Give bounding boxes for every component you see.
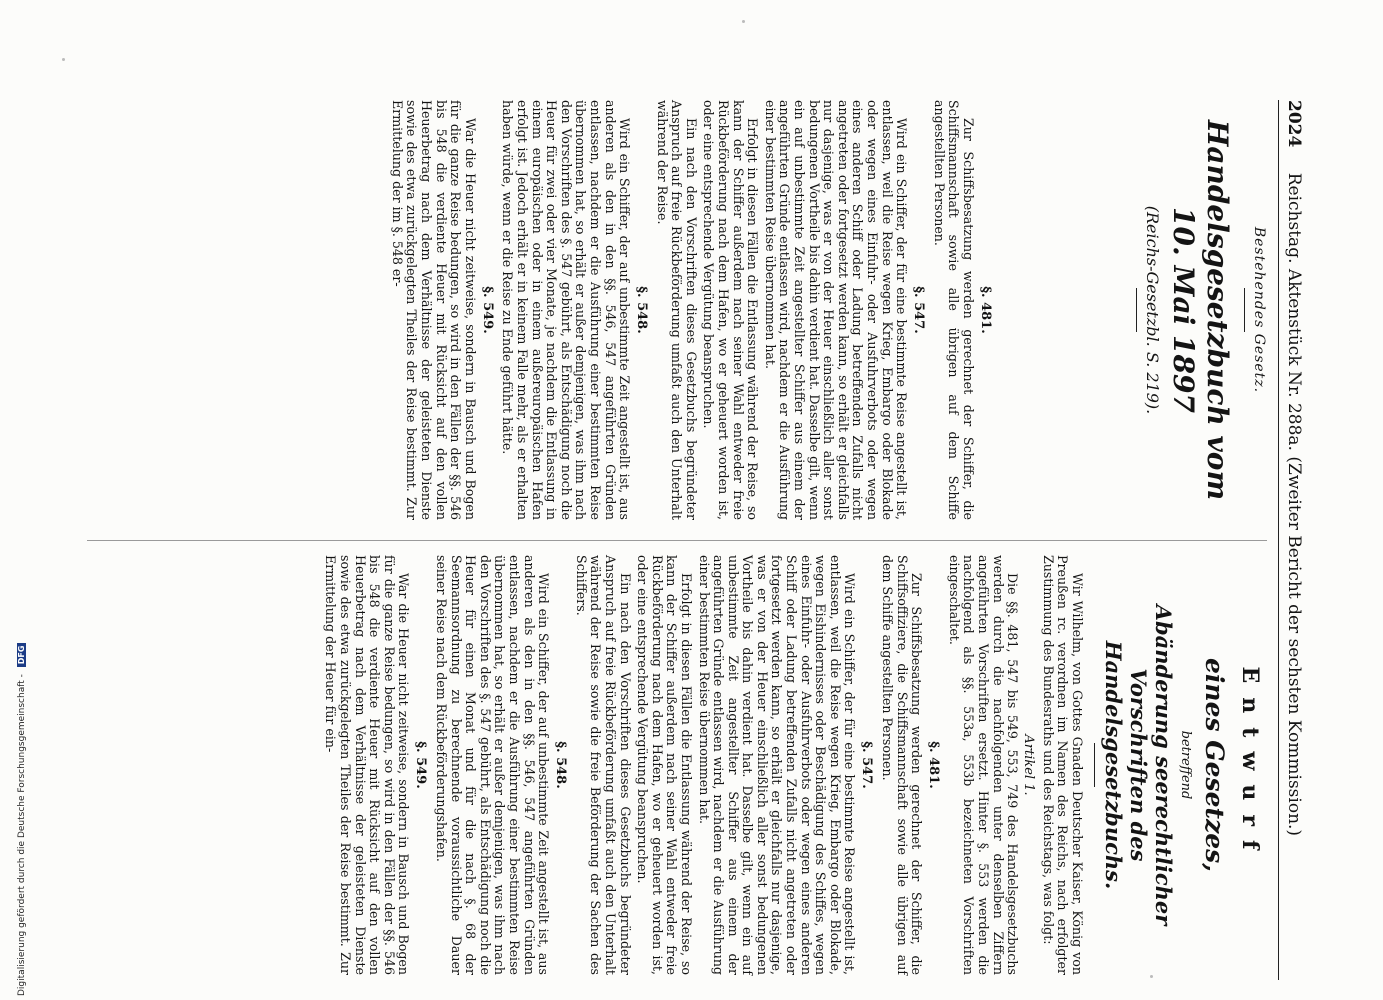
section-heading: §. 548. [634, 286, 650, 334]
rotated-document-page [77, 100, 1307, 980]
draft-subject: Abänderung seerechtlicher Vorschriften des Handelsgesetzbuchs. [1101, 604, 1176, 926]
preamble: Wir Wilhelm, von Gottes Gnaden Deutscher Kaiser, König von Preußen rc. verordnen im Namen des Reichs, nach erfolgter Zustimmung des Bundesraths und des Reichstags, was folgt: [1040, 555, 1085, 975]
paragraph: Erfolgt in diesen Fällen die Entlassung während der Reise, so kann der Schiffer außerdem nach seiner Wahl entweder freie Rückbeförderung nach dem Hafen, wo er geheuert worden ist, oder eine entsprechende Vergütung beanspruchen. [635, 555, 694, 975]
paragraph: Wird ein Schiffer, der für eine bestimmte Reise angestellt ist, entlassen, weil die Reise wegen Krieg, Embargo oder Blokade oder wegen eines Einfuhr- oder Ausfuhrverbots oder wegen eines anderen Schiff oder Ladung betreffenden Zufalls nicht angetreten oder fortgesetzt werden kann, so erhält er gleichfalls nur dasjenige, was er von der Heuer einschließlich aller sonst bedungenen Vortheile bis dahin verdient hat. Dasselbe gilt, wenn ein auf unbestimmte Zeit angestellter Schiffer aus einem der angeführten Gründe entlassen wird, nachdem er die Ausführung einer bestimmten Reise übernommen hat. [762, 100, 910, 520]
section-heading: §. 547. [859, 741, 875, 789]
column-heading: Bestehendes Gesetz. [1251, 226, 1267, 394]
paragraph: Die §§. 481, 547 bis 549, 553, 749 des Handelsgesetzbuchs werden durch die nachfolgenden unter denselben Ziffern angeführten Vorschriften ersetzt. Hinter §. 553 werden die nachfolgend als §§. 553a, 553b bezeichneten Vorschriften eingeschaltet. [946, 555, 1021, 975]
law-subtitle: (Reichs-Gesetzbl. S. 219). [1143, 205, 1162, 415]
paragraph: Wird ein Schiffer, der auf unbestimmte Zeit angestellt ist, aus anderen als den in den §§. 546, 547 angeführten Gründen entlassen, nachdem er die Ausführung einer bestimmten Reise übernommen hat, so erhält er außer demjenigen, was ihm nach den Vorschriften des §. 547 gebührt, als Entschädigung noch die Heuer für einen Monat und für die nach §. 68 der Seemannsordnung zu berechnende voraussichtliche Dauer seiner Reise nach dem Rückbeförderungshafen. [434, 555, 552, 975]
paragraph: Zur Schiffsbesatzung werden gerechnet der Schiffer, die Schiffsoffiziere, die Schiffsmannschaft sowie alle übrigen auf dem Schiffe angestellten Personen. [880, 555, 925, 975]
dfg-logo: DFG [17, 643, 26, 668]
column-existing-law [386, 100, 1267, 520]
paragraph: Zur Schiffsbesatzung werden gerechnet der Schiffer, die Schiffsmannschaft sowie alle übrigen auf dem Schiffe angestellten Personen. [931, 100, 976, 520]
section-heading: §. 549. [479, 286, 495, 334]
draft-heading: Entwurf [1237, 666, 1263, 864]
credit-text: Digitalisierung gefördert durch die Deutsche Forschungsgemeinschaft - [17, 674, 27, 996]
section-heading: §. 481. [926, 741, 942, 789]
divider-rule [1244, 288, 1245, 332]
paragraph: Erfolgt in diesen Fällen die Entlassung während der Reise, so kann der Schiffer außerdem nach seiner Wahl entweder freie Rückbeförderung nach dem Hafen, wo er geheuert worden ist, oder eine entsprechende Vergütung beanspruchen. [701, 100, 761, 520]
spacer [998, 100, 1126, 520]
betreffend-label: betreffend [1178, 730, 1193, 800]
paragraph: War die Heuer nicht zeitweise, sondern in Bausch und Bogen für die ganze Reise bedungen, so wird in den Fällen der §§. 546 bis 548 die verdiente Heuer mit Rücksicht auf den vollen Heuerbetrag nach dem Verhältnisse der geleisteten Dienste sowie des etwa zurückgelegten Theiles der Reise bestimmt. Zur Ermittelung der Heuer für ein- [323, 555, 412, 975]
divider-rule [1094, 743, 1095, 787]
draft-title: eines Gesetzes, [1200, 658, 1229, 872]
page-number: 2024 [1284, 100, 1304, 148]
section-heading: §. 549. [413, 741, 429, 789]
running-header [1278, 100, 1307, 980]
divider-rule [1136, 288, 1137, 332]
column-divider [87, 540, 1267, 541]
article-heading: Artikel 1. [1021, 734, 1037, 796]
section-heading: §. 481. [978, 286, 993, 334]
digitization-credit [17, 643, 27, 996]
paragraph: Wird ein Schiffer, der für eine bestimmte Reise angestellt ist, entlassen, weil die Reise wegen Krieg, Embargo oder Blokade, wegen Eishindernisses oder Beschädigung des Schiffes, wegen eines Einfuhr- oder Ausfuhrverbots oder wegen eines anderen Schiff oder Ladung betreffenden Zufalls nicht angetreten oder fortgesetzt werden kann, so erhält er gleichfalls nur dasjenige, was er von der Heuer einschließlich aller sonst bedungenen Vortheile bis dahin verdient hat. Dasselbe gilt, wenn ein auf unbestimmte Zeit angestellter Schiffer aus einem der angeführten Gründe entlassen wird, nachdem er die Ausführung einer bestimmten Reise übernommen hat. [696, 555, 858, 975]
section-heading: §. 547. [911, 286, 927, 334]
paragraph: Wird ein Schiffer, der auf unbestimmte Zeit angestellt ist, aus anderen als den in den §§. 546, 547 angeführten Gründen entlassen, nachdem er die Ausführung einer bestimmten Reise übernommen hat, so erhält er außer demjenigen, was ihm nach den Vorschriften des §. 547 gebührt, als Entschädigung noch die Heuer für zwei oder vier Monate, je nachdem die Entlassung in einem europäischen oder in einem außereuropäischen Hafen erfolgt ist. Jedoch erhält er in keinem Falle mehr, als er erhalten haben würde, wenn er die Reise zu Ende geführt hätte. [500, 100, 633, 520]
running-title: Reichstag. Aktenstück Nr. 288a. (Zweiter Bericht der sechsten Kommission.) [1284, 172, 1304, 837]
law-title: Handelsgesetzbuch vom 10. Mai 1897 [1167, 119, 1234, 501]
paragraph: Ein nach den Vorschriften dieses Gesetzbuchs begründeter Anspruch auf freie Rückbeförderung umfaßt auch den Unterhalt während der Reise. [654, 100, 699, 520]
column-draft [320, 555, 1267, 975]
paragraph: Ein nach den Vorschriften dieses Gesetzbuchs begründeter Anspruch auf freie Rückbeförderung umfaßt auch den Unterhalt während der Reise sowie die freie Beförderung der Sachen des Schiffers. [573, 555, 633, 975]
section-heading: §. 548. [553, 741, 569, 789]
paragraph: War die Heuer nicht zeitweise, sondern in Bausch und Bogen für die ganze Reise bedungen, so wird in den Fällen der §§. 546 bis 548 die verdiente Heuer mit Rücksicht auf den vollen Heuerbetrag nach dem Verhältnisse der geleisteten Dienste sowie des etwa zurückgelegten Theiles der Reise bestimmt. Zur Ermittelung der im §. 548 er- [389, 100, 478, 520]
